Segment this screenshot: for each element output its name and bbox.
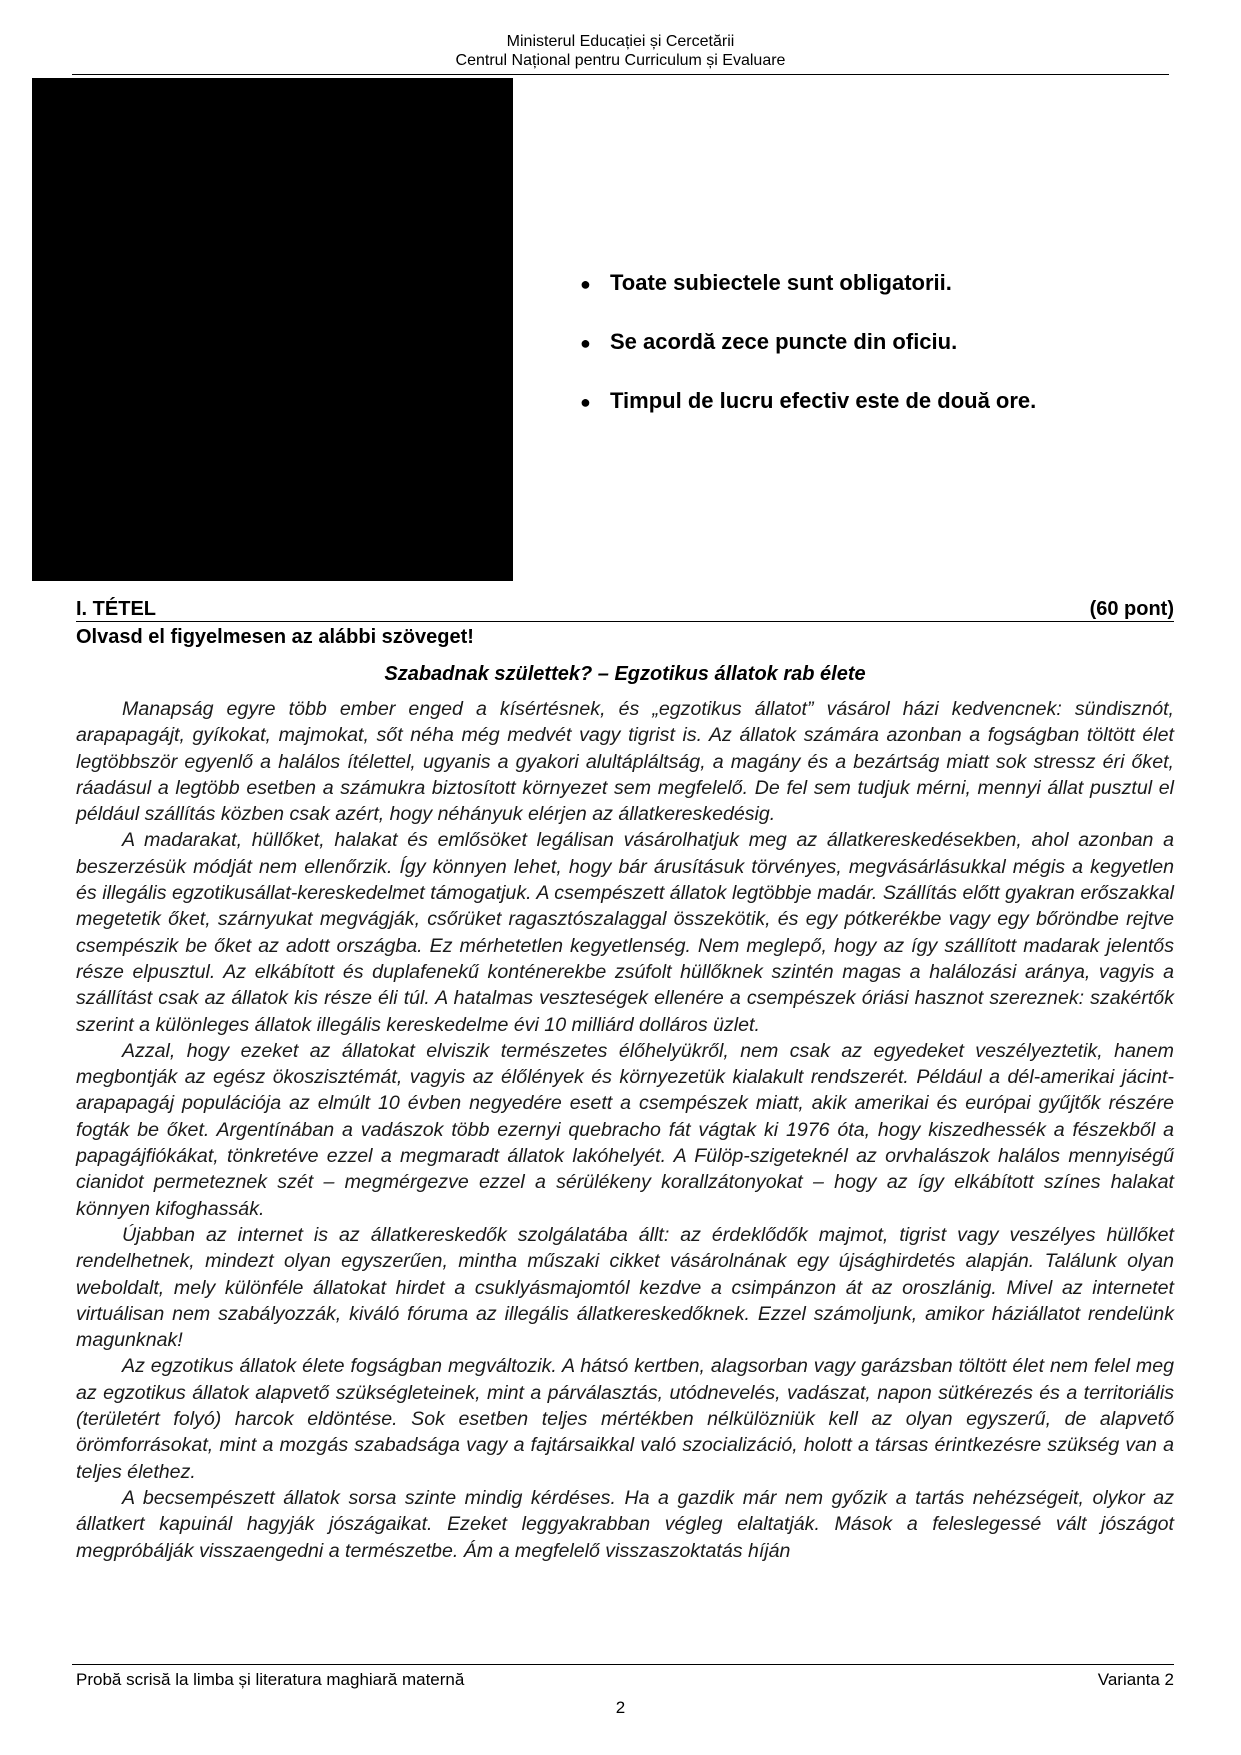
text-title: Szabadnak születtek? – Egzotikus állatok rab élete <box>384 663 866 685</box>
exam-variant: Varianta 2 <box>1097 1670 1174 1689</box>
passage-paragraph: Az egzotikus állatok élete fogságban megváltozik. A hátsó kertben, alagsorban vagy garázsban töltött élet nem felel meg az egzotikus állatok alapvető szükségleteinek, mint a párválasztás, utódnevelés, vadászat, napon sütkérezés és a territoriális (területért folyó) harcok eldöntése. Sok esetben teljes mértékben nélkülözniük kell az olyan egyszerű, de alapvető örömforrásokat, mint a mozgás szabadsága vagy a fajtársaikkal való szocializáció, holott a társas érintkezésre szükség van a teljes élethez. <box>76 1355 1174 1483</box>
passage-paragraph: Azzal, hogy ezeket az állatokat elviszik természetes élőhelyükről, nem csak az egyedeket veszélyeztetik, hanem megbontják az egész ökoszisztémát, vagyis az élőlények és környezetük kialakult rendszerét. Például a dél-amerikai jácint-arapapagáj populációja az elmúlt 10 évben negyedére esett a csempészek miatt, akik amerikai és európai gyűjtők részére fogták be őket. Argentínában a vadászok több ezernyi quebracho fát vágtak ki 1976 óta, hogy kiszedhessék a fészekből a papagájfiókákat, tönkretéve ezzel a megmaradt állatok lakóhelyét. A Fülöp-szigeteknél az orvhalászok halálos mennyiségű cianidot permeteznek szét – megmérgezve ezzel a sérülékeny korallzátonyokat – hogy az így elkábított színes halakat könnyen kifoghassák. <box>76 1039 1174 1220</box>
reading-passage <box>76 696 1174 1564</box>
passage-paragraph: A becsempészett állatok sorsa szinte mindig kérdéses. Ha a gazdik már nem győzik a tartás nehézségeit, olykor az állatkert kapuinál hagyják jószágaikat. Ezeket leggyakrabban végleg elaltatják. Mások a feleslegessé vált jószágot megpróbálják visszaengedni a természetbe. Ám a megfelelő visszaszoktatás híján <box>76 1486 1174 1562</box>
rule-item: ● Toate subiectele sunt obligatorii. <box>580 270 952 295</box>
bullet-icon: ● <box>580 333 591 353</box>
section-title: I. TÉTEL <box>76 598 156 620</box>
passage-paragraph: A madarakat, hüllőket, halakat és emlősöket legálisan vásárolhatjuk meg az állatkereskedésekben, ahol azonban a beszerzésük módját nem ellenőrzik. Így könnyen lehet, hogy bár árusításuk törvényes, megvásárlásukkal mégis a kegyetlen és illegális egzotikusállat-kereskedelmet támogatjuk. A csempészett állatok legtöbbje madár. Szállítás előtt gyakran erőszakkal megetetik őket, szárnyukat megvágják, csőrüket ragasztószalaggal összekötik, és egy pótkerékbe vagy egy bőröndbe rejtve csempészik be őket az adott országba. Ez mérhetetlen kegyetlenség. Nem meglepő, hogy az így szállított madarak jelentős része elpusztul. Az elkábított és duplafenekű konténerekbe zsúfolt hüllőknek szintén magas a halálozási aránya, vagyis a szállítást csak az állatok kis része éli túl. A hatalmas veszteségek ellenére a csempészek óriási hasznot szereznek: szakértők szerint a különleges állatok illegális kereskedelme évi 10 milliárd dolláros üzlet. <box>76 829 1174 1036</box>
bullet-icon: ● <box>580 274 591 294</box>
section-heading <box>76 597 1174 622</box>
ministry-name: Ministerul Educației și Cercetării <box>506 33 735 50</box>
exam-subject: Probă scrisă la limba și literatura maghiară maternă <box>76 1670 465 1689</box>
reading-instruction: Olvasd el figyelmesen az alábbi szöveget! <box>76 626 474 648</box>
footer-divider <box>72 1664 1174 1665</box>
passage-paragraph: Manapság egyre több ember enged a kísértésnek, és „egzotikus állatot” vásárol házi kedvencnek: sündisznót, arapapagájt, gyíkokat, majmokat, sőt néha még medvét vagy tigrist is. Az állatok számára azonban a fogságban töltött élet legtöbbször egyenlő a halálos ítélettel, ugyanis a gyakori alultápláltság, a magány és a bezártság miatt sok stressz éri őket, ráadásul a legtöbb esetben a számukra biztosított környezet sem megfelelő. De fel sem tudjuk mérni, mennyi állat pusztul el például szállítás közben csak azért, hogy néhányuk elérjen az állatkereskedésig. <box>76 698 1174 826</box>
section-points: (60 pont) <box>1089 598 1174 620</box>
header-divider <box>72 74 1169 75</box>
redacted-block <box>32 78 513 581</box>
passage-paragraph: Újabban az internet is az állatkereskedők szolgálatába állt: az érdeklődők majmot, tigrist vagy veszélyes hüllőket rendelhetnek, mindezt olyan egyszerűen, mintha műszaki cikket vásárolnának egy újsághirdetés alapján. Találunk olyan weboldalt, mely különféle állatokat hirdet a csuklyásmajomtól kezdve a csimpánzon át az oroszlánig. Mivel az internetet virtuálisan nem szabályozzák, kiváló fóruma az illegális állatkereskedőknek. Ezzel számoljunk, amikor háziállatot rendelünk magunknak! <box>76 1223 1174 1352</box>
bullet-icon: ● <box>580 392 591 412</box>
rule-item: ● Se acordă zece puncte din oficiu. <box>580 329 958 354</box>
rule-item: ● Timpul de lucru efectiv este de două ore. <box>580 388 1037 413</box>
page-header <box>72 32 1169 70</box>
exam-rules-list <box>580 270 1036 447</box>
page-number: 2 <box>615 1698 626 1717</box>
center-name: Centrul Național pentru Curriculum și Evaluare <box>455 52 786 69</box>
